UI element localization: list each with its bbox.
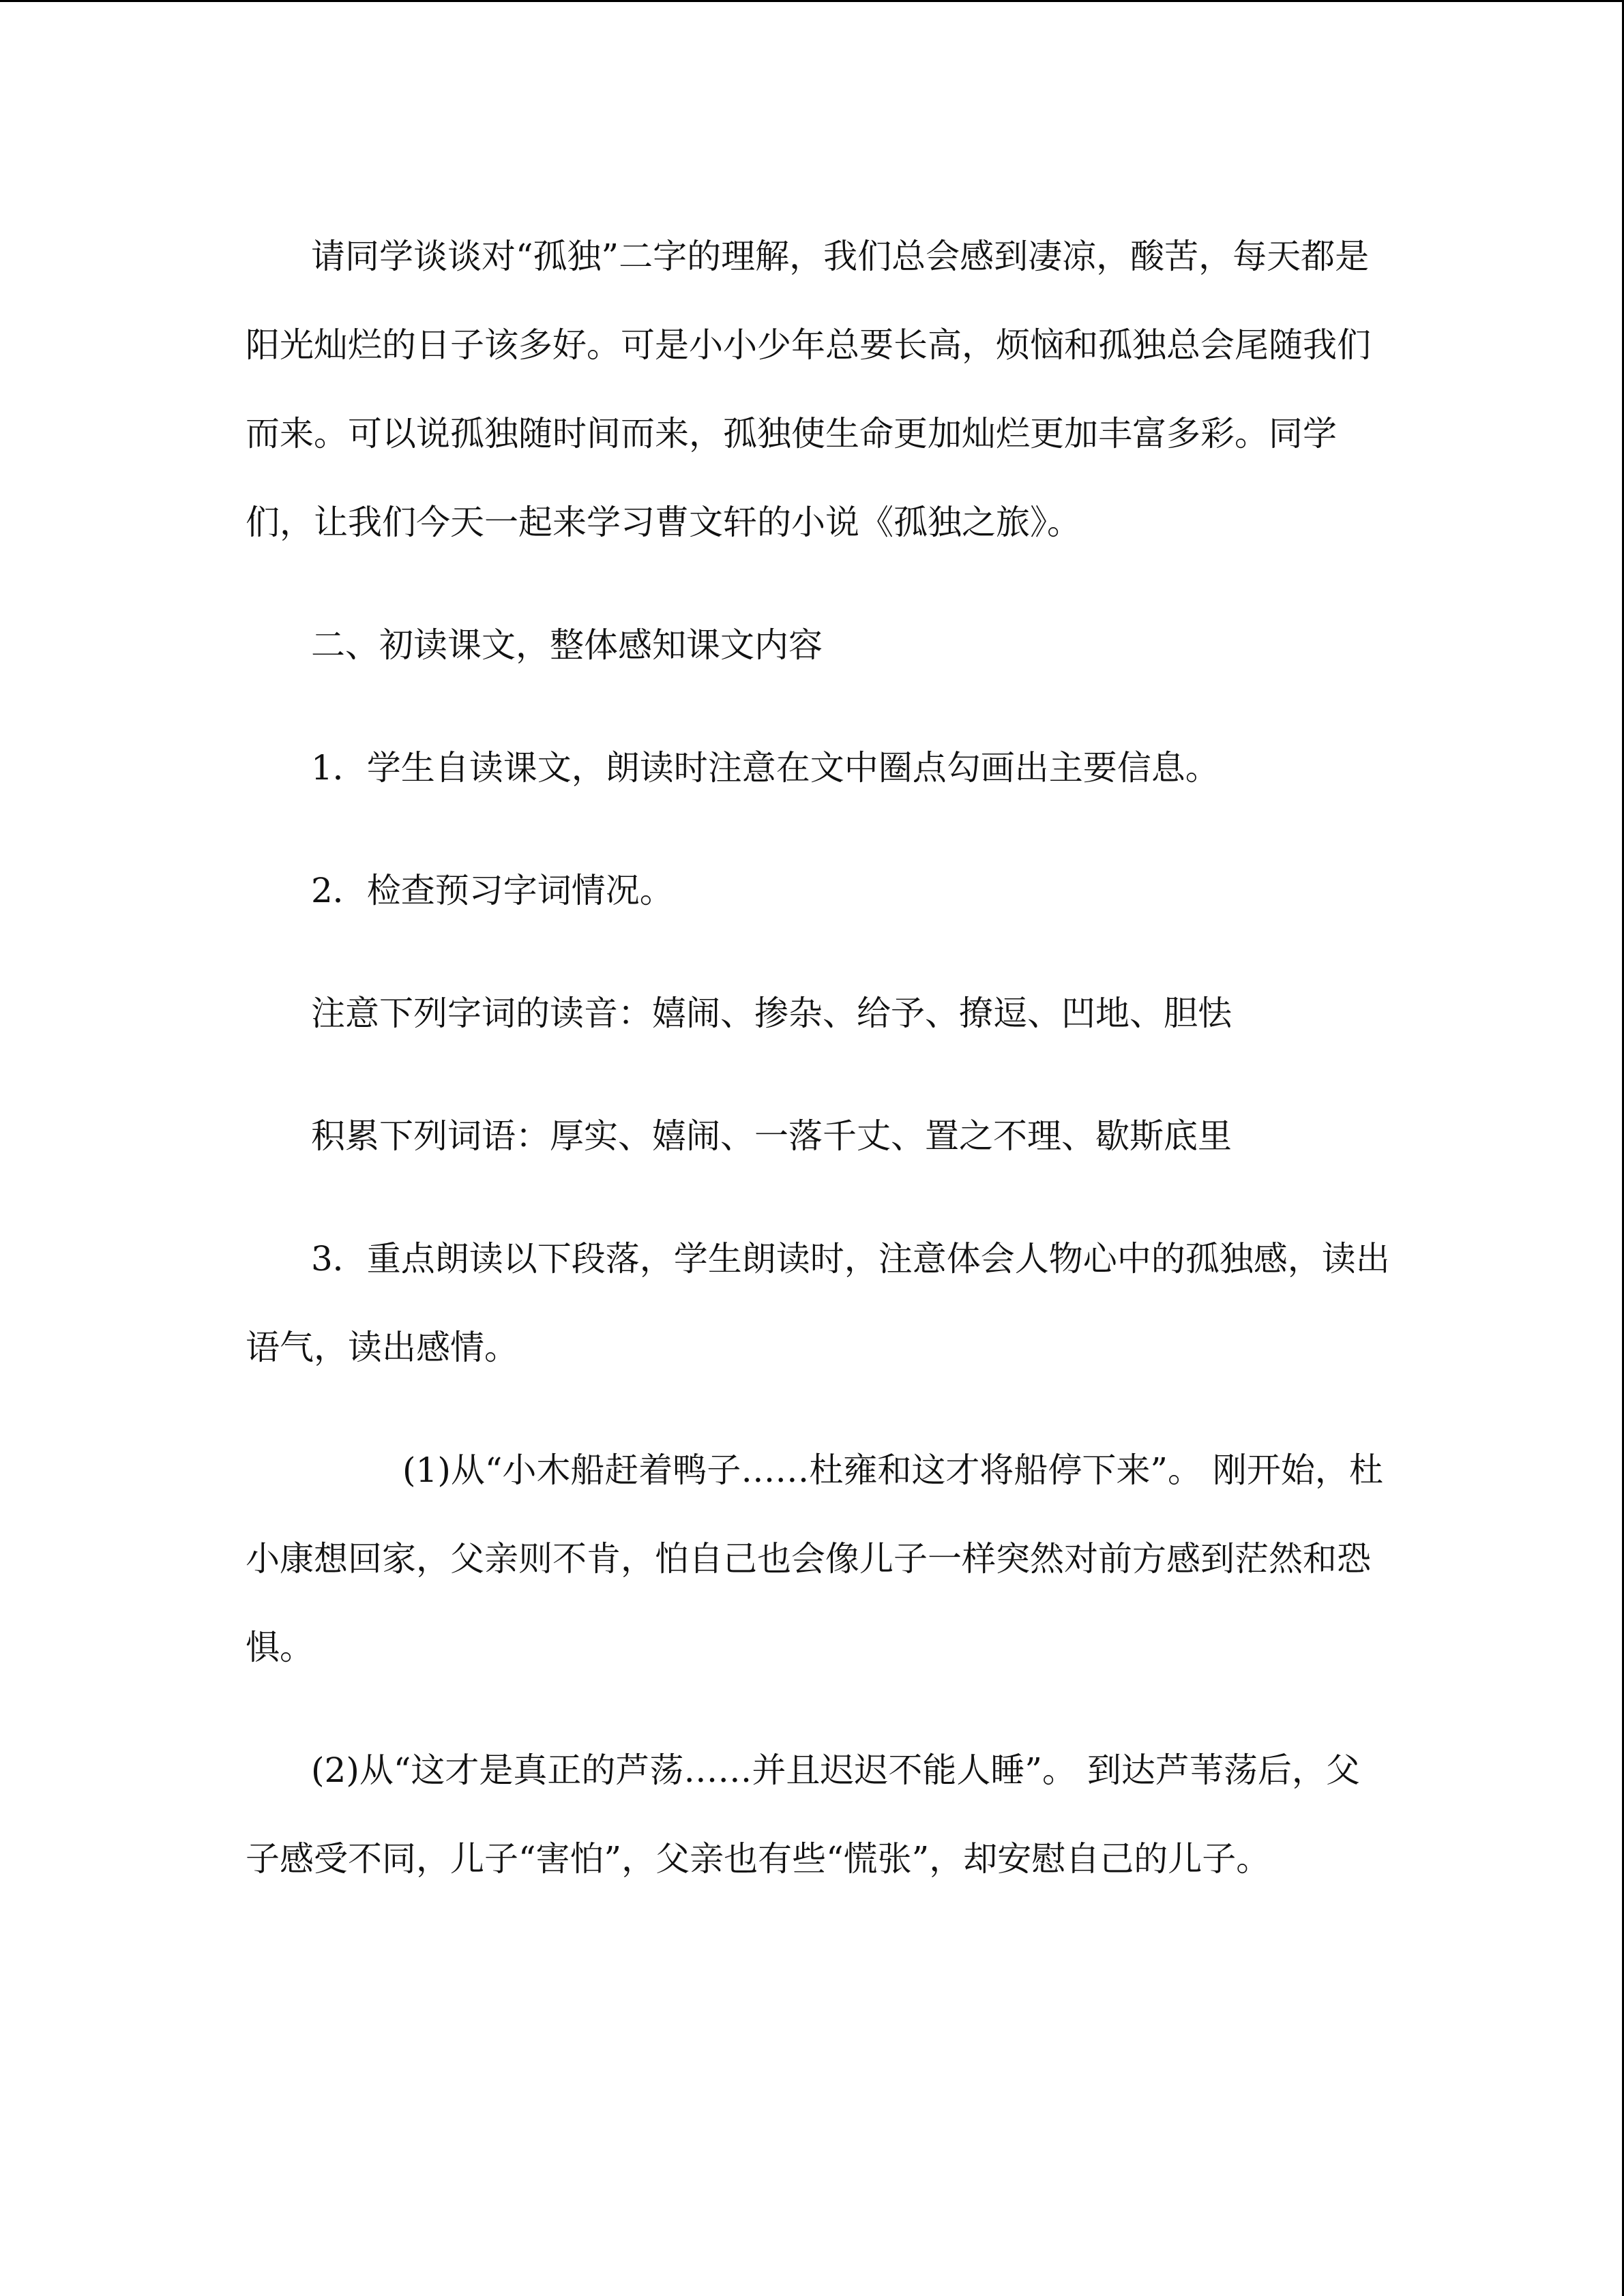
step-2-paragraph: 2．检查预习字词情况。 bbox=[311, 871, 674, 910]
step-3-paragraph: 3．重点朗读以下段落，学生朗读时，注意体会人物心中的孤独感，读出语气，读出感情。 bbox=[246, 1239, 1390, 1367]
intro-paragraph: 请同学谈谈对“孤独”二字的理解，我们总会感到凄凉，酸苦，每天都是阳光灿烂的日子该多好。可是小小少年总要长高，烦恼和孤独总会尾随我们而来。可以说孤独随时间而来，孤独使生命更加灿烂更加丰富多彩。同学们，让我们今天一起来学习曹文轩的小说《孤独之旅》。 bbox=[246, 237, 1371, 542]
step-1-paragraph: 1．学生自读课文，朗读时注意在文中圈点勾画出主要信息。 bbox=[311, 748, 1220, 788]
vocabulary-list: 积累下列词语：厚实、嬉闹、一落千丈、置之不理、歇斯底里 bbox=[311, 1116, 1232, 1156]
passage-2-paragraph: (2)从“这才是真正的芦荡……并且迟迟不能人睡”。 到达芦苇荡后，父子感受不同，儿子“害怕”，父亲也有些“慌张”，却安慰自己的儿子。 bbox=[246, 1750, 1360, 1879]
section-heading: 二、初读课文，整体感知课文内容 bbox=[311, 625, 823, 665]
pronunciation-list: 注意下列字词的读音：嬉闹、掺杂、给予、撩逗、凹地、胆怯 bbox=[311, 994, 1232, 1033]
document-body bbox=[246, 212, 1391, 1937]
passage-1-paragraph: (1)从“小木船赶着鸭子……杜雍和这才将船停下来”。 刚开始，杜小康想回家，父亲则不肯，怕自己也会像儿子一样突然对前方感到茫然和恐惧。 bbox=[246, 1450, 1383, 1667]
